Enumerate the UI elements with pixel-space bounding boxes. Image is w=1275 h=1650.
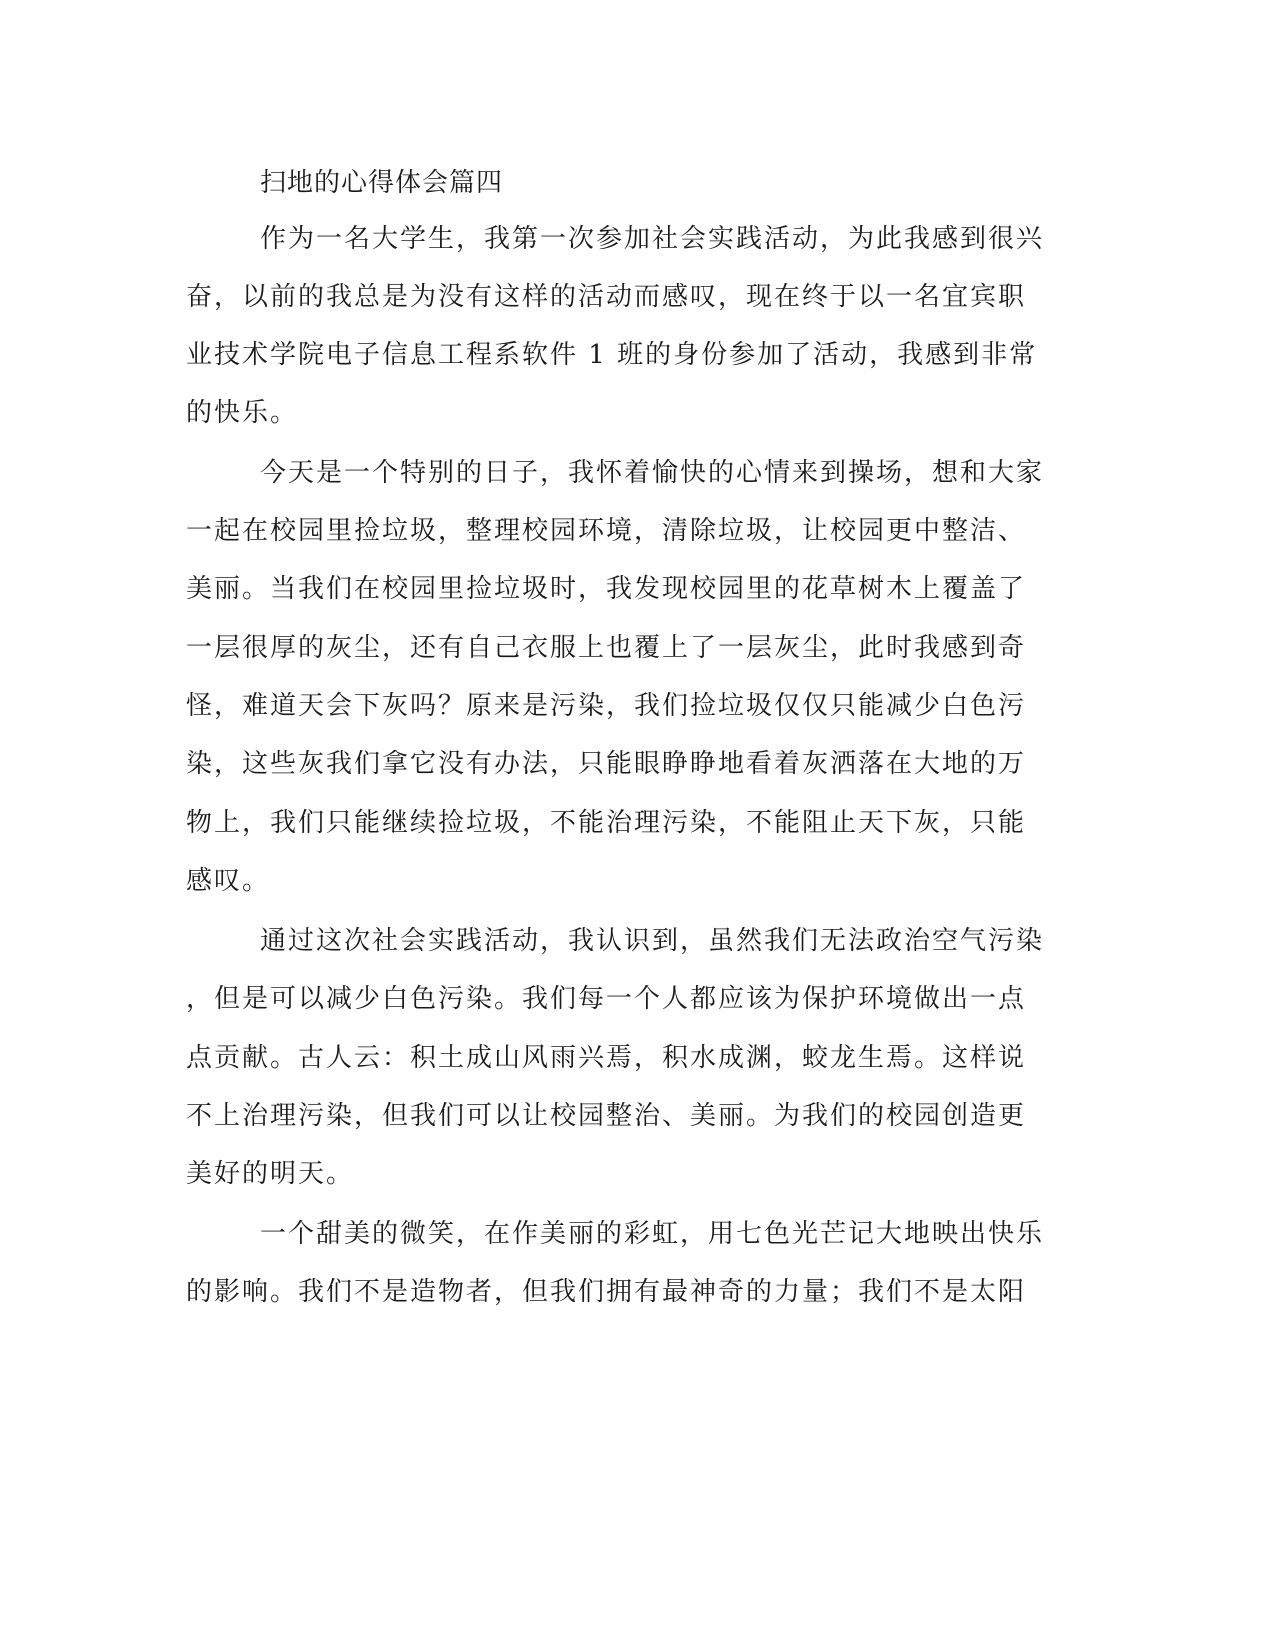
- paragraph-4-line-2: 的影响。我们不是造物者，但我们拥有最神奇的力量；我们不是太阳: [186, 1277, 1027, 1307]
- paragraph-3-line-2: ，但是可以减少白色污染。我们每一个人都应该为保护环境做出一点: [186, 984, 1027, 1014]
- paragraph-1-line-4: 的快乐。: [186, 398, 299, 428]
- paragraph-2-line-2: 一起在校园里捡垃圾，整理校园环境，清除垃圾，让校园更中整洁、: [186, 516, 1027, 546]
- paragraph-3-line-1: 通过这次社会实践活动，我认识到，虽然我们无法政治空气污染: [260, 926, 1045, 956]
- paragraph-2-line-5: 怪，难道天会下灰吗？原来是污染，我们捡垃圾仅仅只能减少白色污: [186, 691, 1027, 721]
- paragraph-2-line-6: 染，这些灰我们拿它没有办法，只能眼睁睁地看着灰洒落在大地的万: [186, 749, 1027, 779]
- paragraph-2-line-8: 感叹。: [186, 866, 271, 896]
- paragraph-1-line-2: 奋，以前的我总是为没有这样的活动而感叹，现在终于以一名宜宾职: [186, 282, 1027, 312]
- paragraph-3-line-4: 不上治理污染，但我们可以让校园整治、美丽。为我们的校园创造更: [186, 1101, 1027, 1131]
- paragraph-2-line-1: 今天是一个特别的日子，我怀着愉快的心情来到操场，想和大家: [260, 458, 1045, 488]
- paragraph-4-line-1: 一个甜美的微笑，在作美丽的彩虹，用七色光芒记大地映出快乐: [260, 1219, 1045, 1249]
- paragraph-3-line-3: 点贡献。古人云：积土成山风雨兴焉，积水成渊，蛟龙生焉。这样说: [186, 1043, 1027, 1073]
- paragraph-2-line-7: 物上，我们只能继续捡垃圾，不能治理污染，不能阻止天下灰，只能: [186, 808, 1027, 838]
- paragraph-1-line-1: 作为一名大学生，我第一次参加社会实践活动，为此我感到很兴: [260, 224, 1045, 254]
- paragraph-2-line-3: 美丽。当我们在校园里捡垃圾时，我发现校园里的花草树木上覆盖了: [186, 574, 1027, 604]
- paragraph-2-line-4: 一层很厚的灰尘，还有自己衣服上也覆上了一层灰尘，此时我感到奇: [186, 633, 1027, 663]
- paragraph-1-line-3: 业技术学院电子信息工程系软件 1 班的身份参加了活动，我感到非常: [186, 340, 1038, 370]
- document-title: 扫地的心得体会篇四: [260, 168, 504, 198]
- paragraph-3-line-5: 美好的明天。: [186, 1159, 355, 1189]
